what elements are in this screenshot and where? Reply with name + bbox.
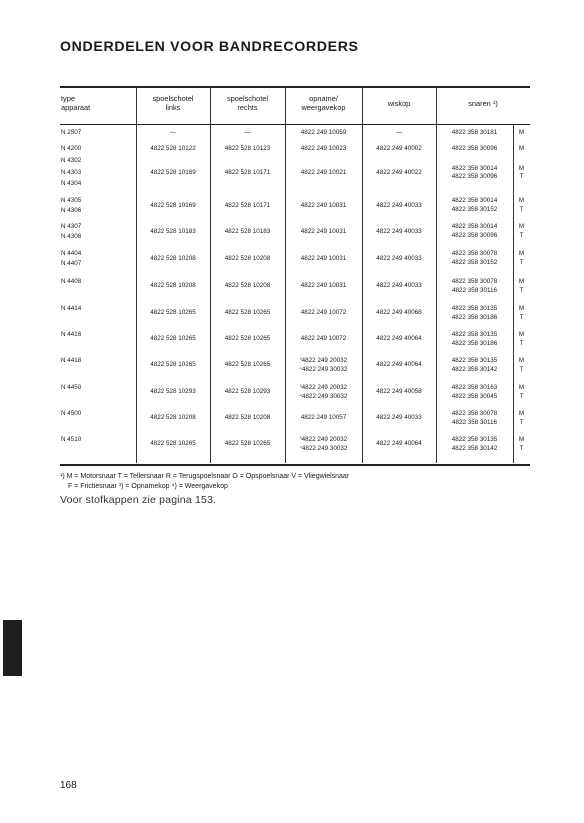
snaren-code-cell: 4822 358 30142 [451, 444, 498, 452]
opname-cell [285, 255, 362, 263]
snaren-code-cell: 4822 358 30116 [451, 418, 498, 426]
snaren-type-letter: M [518, 436, 525, 443]
opname-cell [285, 129, 362, 137]
header-snaren [436, 99, 530, 108]
spoelschotel-rechts-cell: 4822 528 10293 [224, 388, 271, 396]
snaren-code-cell: 4822 358 30045 [451, 392, 498, 400]
sidebar-marker [3, 620, 22, 676]
snaren-type-letter: M [518, 164, 525, 172]
opname-value: 4822 249 30032 [301, 365, 348, 373]
snaren-code-cell: 4822 358 30152 [451, 258, 498, 266]
opname-cell [285, 309, 362, 317]
spoelschotel-rechts-cell: 4822 528 10208 [224, 414, 271, 422]
snaren-type-letter: T [519, 365, 524, 373]
wiskop-cell: 4822 249 40058 [376, 388, 422, 396]
snaren-type-letter: T [519, 418, 524, 426]
snaren-type-letter: T [519, 392, 524, 400]
opname-cell [285, 414, 362, 422]
header-spoel-rechts-line2: rechts [237, 103, 258, 112]
snaren-code-cell: 4822 358 30186 [451, 339, 498, 347]
wiskop-cell: 4822 249 40033 [376, 201, 422, 209]
spoelschotel-rechts-cell: — [244, 129, 251, 136]
spoelschotel-links-cell: 4822 528 10265 [150, 361, 196, 369]
spoelschotel-rechts-cell: 4822 528 10171 [224, 168, 271, 176]
table-bottom-rule [60, 464, 530, 466]
spoelschotel-rechts-cell: 4822 528 10265 [224, 361, 271, 369]
snaren-code-cell: 4822 358 30014 [451, 164, 498, 172]
spoelschotel-rechts-cell: 4822 528 10183 [224, 227, 271, 235]
snaren-type-letter: T [519, 444, 524, 452]
snaren-type-letter: M [518, 384, 525, 391]
snaren-type-letter: T [519, 173, 524, 181]
snaren-type-letter: M [518, 129, 525, 136]
opname-value: 4822 249 10031 [300, 201, 347, 209]
snaren-code-cell: 4822 358 30078 [451, 250, 498, 257]
type-cell: N 4450 [61, 384, 82, 391]
column-separator [285, 87, 286, 463]
type-cell: N 4302 [61, 157, 82, 164]
header-snaren-sup: ¹) [492, 99, 498, 108]
type-cell: N 4305 [61, 197, 82, 204]
snaren-code-cell: 4822 358 30014 [451, 197, 498, 204]
spoelschotel-rechts-cell: 4822 528 10265 [224, 335, 271, 343]
wiskop-cell: 4822 249 40002 [376, 145, 422, 152]
opname-value: 4822 249 20032 [301, 384, 348, 391]
snaren-code-cell: 4822 358 30078 [451, 278, 498, 285]
snaren-type-letter: M [518, 305, 525, 312]
opname-cell [285, 436, 362, 444]
opname-footnote-marker: ⁴ [299, 444, 302, 451]
footnote-line-1: ¹) M = Motorsnaar T = Tellersnaar R = Terugspoelsnaar O = Opspoelsnaar V = Vliegwielsnaar [60, 473, 350, 480]
column-separator [436, 87, 437, 463]
spoelschotel-rechts-cell: 4822 528 10171 [224, 201, 271, 209]
snaren-code-cell: 4822 358 30096 [451, 173, 498, 181]
wiskop-cell: 4822 249 40064 [376, 335, 422, 343]
header-type-line1: type [61, 94, 75, 103]
type-cell: N 4306 [61, 206, 82, 214]
wiskop-cell: 4822 249 40033 [376, 254, 422, 262]
header-type [61, 94, 90, 112]
wiskop-cell: 4822 249 40033 [376, 282, 422, 290]
spoelschotel-links-cell: 4822 528 10208 [150, 254, 196, 262]
column-separator [210, 87, 211, 463]
type-cell: N 4418 [61, 357, 82, 364]
wiskop-cell: 4822 249 40064 [376, 361, 422, 369]
wiskop-cell: 4822 249 40064 [376, 440, 422, 448]
snaren-type-letter: T [519, 313, 524, 321]
spoelschotel-links-cell: 4822 528 10169 [150, 201, 196, 209]
spoelschotel-links-cell: — [169, 129, 177, 136]
wiskop-cell: 4822 249 40033 [376, 414, 422, 422]
header-spoel-links-line1: spoelschotel [152, 94, 194, 103]
opname-cell [285, 445, 362, 453]
spoelschotel-rechts-cell: 4822 528 10208 [224, 282, 271, 290]
type-cell: N 4307 [61, 223, 82, 230]
opname-cell [285, 282, 362, 290]
opname-footnote-marker: ³ [299, 436, 302, 442]
snaren-code-cell: 4822 358 30116 [451, 286, 498, 294]
wiskop-cell: 4822 249 40022 [376, 168, 422, 176]
type-cell: N 4416 [61, 331, 82, 338]
opname-cell [285, 393, 362, 401]
opname-cell [285, 357, 362, 365]
spoelschotel-links-cell: 4822 528 10265 [150, 335, 196, 343]
snaren-type-letter: T [519, 205, 524, 213]
spoelschotel-links-cell: 4822 528 10122 [150, 145, 196, 152]
header-opname-line2: weergavekop [301, 103, 346, 112]
opname-cell [285, 145, 362, 153]
opname-value: 4822 249 10031 [300, 254, 347, 262]
snaren-type-letter: M [518, 410, 525, 417]
opname-cell [285, 202, 362, 210]
snaren-type-letter: M [518, 278, 525, 285]
opname-value: 4822 249 10023 [300, 145, 347, 152]
snaren-type-letter: T [519, 286, 524, 294]
snaren-type-letter: T [519, 231, 524, 239]
opname-cell [285, 335, 362, 343]
snaren-type-letter: T [519, 339, 524, 347]
opname-footnote-marker: ³ [299, 357, 302, 363]
header-wiskop-label: wiskop [387, 99, 411, 108]
snaren-type-letter: M [518, 250, 525, 257]
snaren-code-cell: 4822 358 30096 [451, 145, 498, 152]
snaren-code-cell: 4822 358 30181 [451, 129, 498, 136]
opname-footnote-marker: ⁴ [299, 365, 302, 372]
footnote-line-2: F = Frictiesnaar ³) = Opnamekop ⁴) = Weergavekop [68, 483, 228, 490]
snaren-code-cell: 4822 358 30135 [451, 436, 498, 443]
type-cell: N 4407 [61, 259, 82, 267]
header-spoel-rechts [210, 94, 285, 112]
opname-cell [285, 366, 362, 374]
snaren-type-letter: M [518, 145, 525, 152]
column-separator [362, 87, 363, 463]
opname-value: 4822 249 10031 [300, 282, 347, 290]
spoelschotel-links-cell: 4822 528 10183 [150, 227, 196, 235]
header-snaren-label: snaren [468, 99, 491, 108]
opname-footnote-marker: ⁴ [299, 392, 302, 399]
snaren-code-cell: 4822 358 30014 [451, 223, 498, 230]
opname-value: 4822 249 30032 [301, 392, 348, 400]
spoelschotel-links-cell: 4822 528 10265 [150, 440, 196, 448]
spoelschotel-links-cell: 4822 528 10265 [150, 309, 196, 317]
snaren-type-letter: M [518, 223, 525, 230]
opname-value: 4822 249 10021 [300, 168, 347, 176]
snaren-code-cell: 4822 358 30135 [451, 357, 498, 364]
opname-value: 4822 249 20032 [301, 357, 348, 364]
type-cell: N 4414 [61, 305, 82, 312]
spoelschotel-rechts-cell: 4822 528 10208 [224, 254, 271, 262]
snaren-type-letter: M [518, 357, 525, 364]
snaren-code-cell: 4822 358 30078 [451, 410, 498, 417]
spoelschotel-links-cell: 4822 528 10208 [150, 414, 196, 422]
spoelschotel-rechts-cell: 4822 528 10123 [224, 145, 271, 152]
wiskop-cell: 4822 249 40068 [376, 309, 422, 317]
type-cell: N 4500 [61, 410, 82, 417]
stofkappen-note: Voor stofkappen zie pagina 153. [60, 494, 217, 506]
spoelschotel-links-cell: 4822 528 10208 [150, 282, 196, 290]
opname-value: 4822 249 10031 [300, 227, 347, 235]
type-cell: N 4404 [61, 250, 82, 257]
wiskop-cell: 4822 249 40033 [376, 227, 422, 235]
opname-value: 4822 249 20032 [301, 436, 348, 443]
column-separator [136, 87, 137, 463]
snaren-code-cell: 4822 358 30135 [451, 331, 498, 338]
header-opname-line1: opname/ [309, 94, 338, 103]
spoelschotel-links-cell: 4822 528 10293 [150, 388, 196, 396]
spoelschotel-rechts-cell: 4822 528 10265 [224, 309, 271, 317]
snaren-code-cell: 4822 358 30096 [451, 231, 498, 239]
opname-footnote-marker: ³ [299, 384, 302, 390]
spoelschotel-rechts-cell: 4822 528 10265 [224, 440, 271, 448]
type-cell: N 4304 [61, 180, 82, 187]
snaren-code-cell: 4822 358 30163 [451, 384, 498, 391]
opname-value: 4822 249 30032 [301, 444, 348, 452]
header-spoel-links [136, 94, 210, 112]
snaren-code-cell: 4822 358 30135 [451, 305, 498, 312]
snaren-type-letter: M [518, 197, 525, 204]
type-cell: N 4408 [61, 278, 82, 285]
opname-value: 4822 249 10072 [300, 309, 347, 317]
opname-cell [285, 228, 362, 236]
header-spoel-rechts-line1: spoelschotel [226, 94, 269, 103]
type-cell: N 4510 [61, 436, 82, 443]
snaren-type-letter: T [519, 258, 524, 266]
wiskop-cell: — [395, 129, 403, 136]
type-cell: N 4308 [61, 232, 82, 240]
header-bottom-rule [60, 124, 530, 125]
opname-cell [285, 384, 362, 392]
opname-value: 4822 249 10059 [300, 129, 347, 136]
spoelschotel-links-cell: 4822 528 10169 [150, 168, 196, 176]
snaren-code-cell: 4822 358 30142 [451, 365, 498, 373]
snaren-type-letter: M [518, 331, 525, 338]
header-top-rule [60, 86, 530, 88]
opname-value: 4822 249 10057 [300, 414, 347, 422]
page-title: ONDERDELEN VOOR BANDRECORDERS [60, 39, 359, 54]
type-cell: N 4303 [61, 168, 82, 176]
header-type-line2: apparaat [61, 103, 91, 112]
type-cell: N 2507 [61, 129, 82, 136]
type-cell: N 4200 [61, 145, 82, 152]
header-opname [285, 94, 362, 112]
header-spoel-links-line2: links [165, 103, 181, 112]
page-number: 168 [60, 780, 77, 791]
header-wiskop [362, 99, 436, 108]
snaren-code-cell: 4822 358 30186 [451, 313, 498, 321]
snaren-code-cell: 4822 358 30152 [451, 205, 498, 213]
opname-cell [285, 169, 362, 177]
opname-value: 4822 249 10072 [300, 335, 347, 343]
